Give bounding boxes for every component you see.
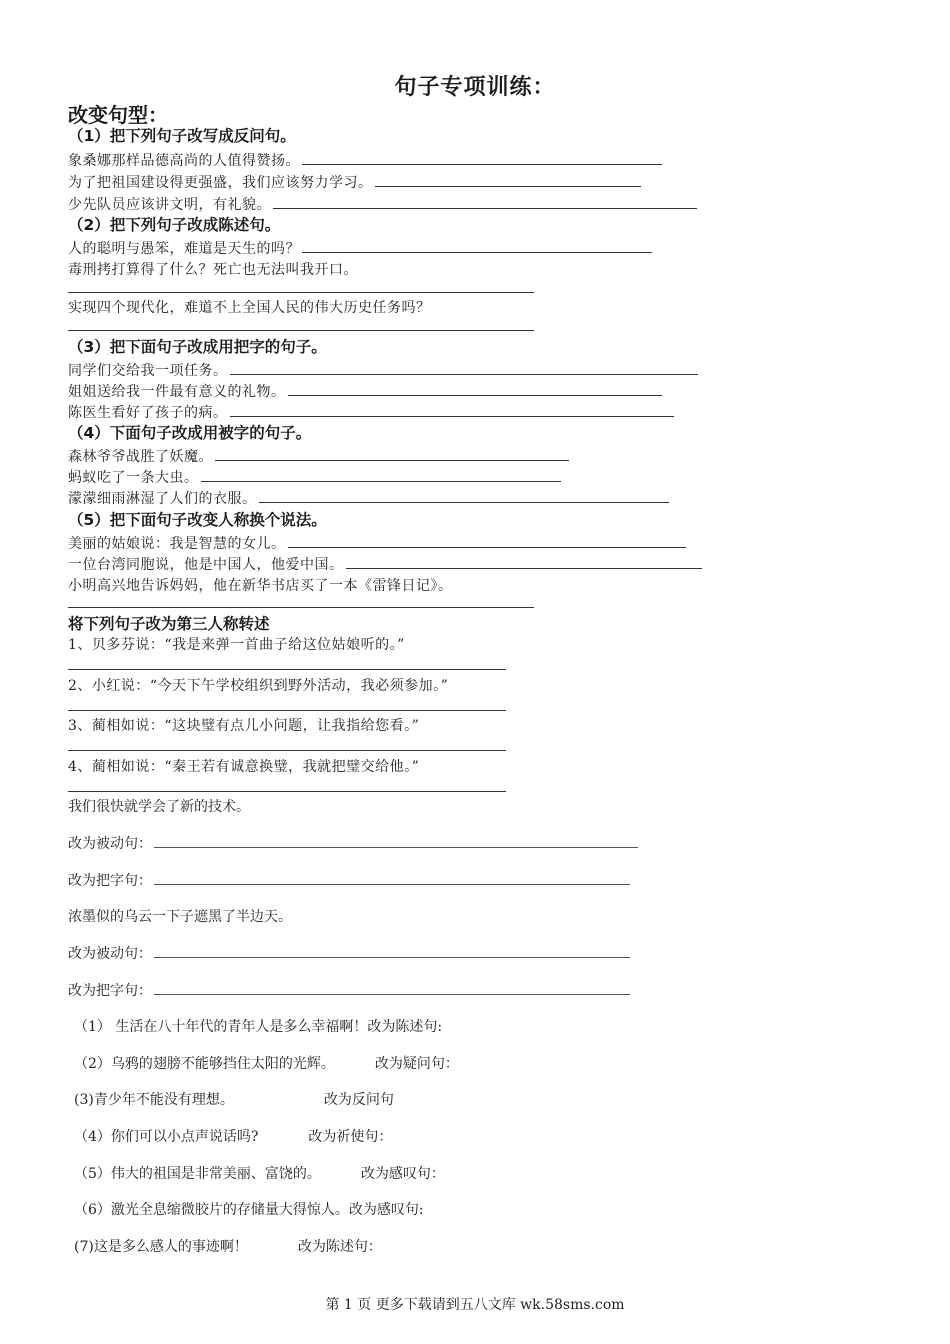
exercise-line: 1、贝多芬说：“我是来弹一首曲子给这位姑娘听的。” [68, 637, 405, 653]
group-heading: （4）下面句子改成用被字的句子。 [68, 424, 312, 442]
page-title: 句子专项训练： [394, 75, 556, 100]
exercise-line: 4、蔺相如说：“秦王若有诚意换璧，我就把璧交给他。” [68, 759, 420, 775]
answer-blank[interactable] [154, 982, 630, 995]
answer-blank[interactable] [68, 750, 506, 751]
numbered-exercise: （1） 生活在八十年代的青年人是多么幸福啊！改为陈述句: [74, 1019, 443, 1035]
exercise-line: 同学们交给我一项任务。 [68, 360, 698, 380]
answer-blank[interactable] [302, 240, 652, 253]
passive-row: 改为被动句： [68, 833, 638, 853]
numbered-exercise: （6）激光全息缩微胶片的存储量大得惊人。改为感叹句: [74, 1202, 424, 1218]
answer-blank[interactable] [68, 292, 534, 293]
exercise-line: 陈医生看好了孩子的病。 [68, 402, 674, 422]
exercise-line: 濛濛细雨淋湿了人们的衣服。 [68, 488, 669, 508]
answer-blank[interactable] [273, 196, 697, 209]
exercise-line: 2、小红说：“今天下午学校组织到野外活动，我必须参加。” [68, 678, 449, 694]
exercise-line: 一位台湾同胞说，他是中国人，他爱中国。 [68, 554, 702, 574]
answer-blank[interactable] [375, 174, 641, 187]
answer-blank[interactable] [68, 607, 534, 608]
group-heading: （5）把下面句子改变人称换个说法。 [68, 511, 327, 529]
exercise-line: 蚂蚁吃了一条大虫。 [68, 467, 561, 487]
page-footer: 第 1 页 更多下载请到五八文库 wk.58sms.com [325, 1297, 625, 1313]
answer-blank[interactable] [346, 556, 702, 569]
group-heading: （2）把下列句子改成陈述句。 [68, 216, 281, 234]
passive-row: 改为被动句： [68, 943, 630, 963]
answer-blank[interactable] [68, 791, 506, 792]
exercise-line: 毒刑拷打算得了什么？死亡也无法叫我开口。 [68, 262, 358, 278]
numbered-exercise: （4）你们可以小点声说话吗? 改为祈使句： [74, 1129, 393, 1145]
answer-blank[interactable] [68, 669, 506, 670]
section-heading: 改变句型： [68, 103, 168, 127]
exercise-line: 姐姐送给我一件最有意义的礼物。 [68, 381, 662, 401]
group-heading: 将下列句子改为第三人称转述 [68, 615, 270, 633]
exercise-line: 少先队员应该讲文明，有礼貌。 [68, 194, 697, 214]
exercise-line: 为了把祖国建设得更强盛，我们应该努力学习。 [68, 172, 641, 192]
answer-blank[interactable] [154, 872, 630, 885]
group-heading: （3）把下面句子改成用把字的句子。 [68, 338, 327, 356]
exercise-line: 象桑娜那样品德高尚的人值得赞扬。 [68, 150, 662, 170]
numbered-exercise: (7)这是多么感人的事迹啊！ 改为陈述句： [74, 1239, 382, 1255]
exercise-line: 小明高兴地告诉妈妈，他在新华书店买了一本《雷锋日记》。 [68, 578, 453, 594]
ba-row: 改为把字句： [68, 870, 630, 890]
source-sentence: 浓墨似的乌云一下子遮黑了半边天。 [68, 909, 292, 925]
answer-blank[interactable] [215, 448, 569, 461]
exercise-line: 人的聪明与愚笨，难道是天生的吗？ [68, 238, 652, 258]
answer-blank[interactable] [201, 469, 561, 482]
answer-blank[interactable] [154, 945, 630, 958]
numbered-exercise: (3)青少年不能没有理想。 改为反问句 [74, 1092, 394, 1108]
answer-blank[interactable] [68, 710, 506, 711]
exercise-line: 实现四个现代化，难道不上全国人民的伟大历史任务吗？ [68, 300, 431, 316]
answer-blank[interactable] [154, 835, 638, 848]
answer-blank[interactable] [68, 330, 534, 331]
numbered-exercise: （5）伟大的祖国是非常美丽、富饶的。 改为感叹句： [74, 1166, 445, 1182]
ba-row: 改为把字句： [68, 980, 630, 1000]
exercise-line: 美丽的姑娘说：我是智慧的女儿。 [68, 533, 686, 553]
source-sentence: 我们很快就学会了新的技术。 [68, 799, 250, 815]
numbered-exercise: （2）乌鸦的翅膀不能够挡住太阳的光辉。 改为疑问句： [74, 1056, 459, 1072]
group-heading: （1）把下列句子改写成反问句。 [68, 127, 296, 145]
exercise-line: 森林爷爷战胜了妖魔。 [68, 446, 569, 466]
answer-blank[interactable] [288, 383, 662, 396]
answer-blank[interactable] [230, 404, 674, 417]
answer-blank[interactable] [230, 362, 698, 375]
answer-blank[interactable] [302, 152, 662, 165]
answer-blank[interactable] [288, 535, 686, 548]
answer-blank[interactable] [259, 490, 669, 503]
exercise-line: 3、蔺相如说：“这块璧有点儿小问题，让我指给您看。” [68, 718, 420, 734]
